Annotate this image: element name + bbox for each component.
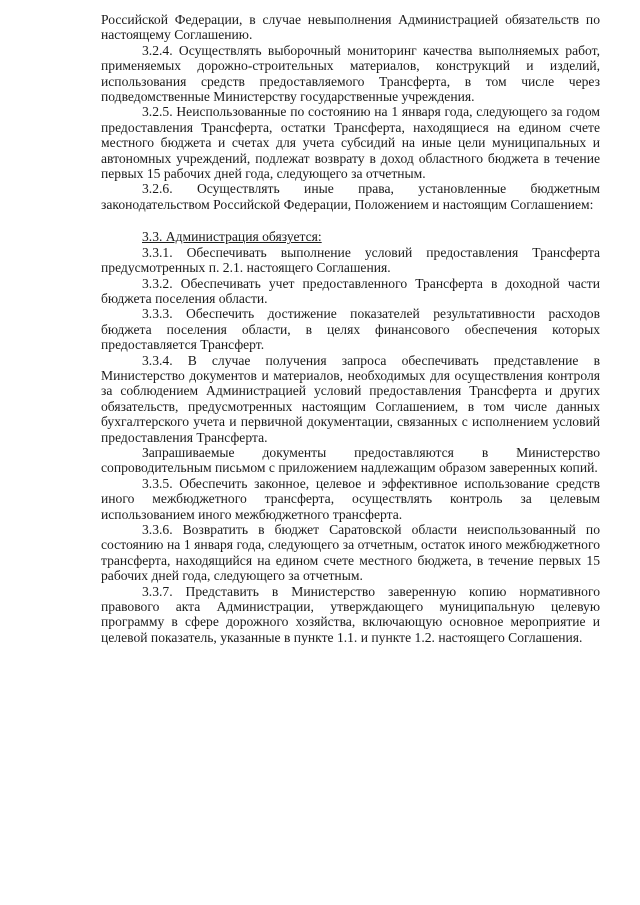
paragraph-3-2-5: 3.2.5. Неиспользованные по состоянию на 1 января года, следующего за годом предоставления Трансферта, остатки Трансферта, находящиеся на едином счете местного бюджета и счетах для учета субсидий на иные цели муниципальных и автономных учреждений, подлежат возврату в доход областного бюджета в течение первых 15 рабочих дней года, следующего за отчетным. [101,104,600,182]
section-heading-3-3 [101,229,600,244]
paragraph-3-3-6: 3.3.6. Возвратить в бюджет Саратовской области неиспользованный по состоянию на 1 января года, следующего за отчетным, остаток иного межбюджетного трансферта, находящийся на едином счете местного бюджета, в течение первых 15 рабочих дней года, следующего за отчетным. [101,522,600,584]
paragraph-3-3-5: 3.3.5. Обеспечить законное, целевое и эффективное использование средств иного межбюджетного трансферта, осуществлять контроль за целевым использованием иного межбюджетного трансферта. [101,475,600,522]
paragraph-requested-documents: Запрашиваемые документы предоставляются в Министерство сопроводительным письмом с приложением надлежащим образом заверенных копий. [101,444,600,476]
paragraph-3-3-2: 3.3.2. Обеспечивать учет предоставленного Трансферта в доходной части бюджета поселения области. [101,275,600,306]
section-heading-3-3-text: 3.3. Администрация обязуется: [142,229,322,245]
paragraph-3-3-7: 3.3.7. Представить в Министерство заверенную копию нормативного правового акта Администрации, утверждающего муниципальную целевую программу в сфере дорожного хозяйства, включающую основное мероприятие и целевой показатель, указанные в пункте 1.1. и пункте 1.2. настоящего Соглашения. [101,583,600,645]
paragraph-3-3-4: 3.3.4. В случае получения запроса обеспечивать представление в Министерство документов и материалов, необходимых для осуществления контроля за соблюдением Администрацией условий предоставления Трансферта и других обязательств, предусмотренных настоящим Соглашением, в том числе данных бухгалтерского учета и первичной документации, связанных с исполнением условий предоставления Трансферта. [101,352,600,445]
paragraph-3-3-3: 3.3.3. Обеспечить достижение показателей результативности расходов бюджета поселения области, в целях финансового обеспечения которых предоставляется Трансферт. [101,306,600,353]
paragraph-3-2-6: 3.2.6. Осуществлять иные права, установленные бюджетным законодательством Российской Федерации, Положением и настоящим Соглашением: [101,181,600,212]
document-page [101,12,600,645]
paragraph-3-2-4: 3.2.4. Осуществлять выборочный мониторинг качества выполняемых работ, применяемых дорожно-строительных материалов, конструкций и изделий, использования средств предоставляемого Трансферта, в том числе через подведомственные Министерству государственные учреждения. [101,42,600,105]
paragraph-continuation: Российской Федерации, в случае невыполнения Администрацией обязательств по настоящему Соглашению. [101,12,600,43]
paragraph-3-3-1: 3.3.1. Обеспечивать выполнение условий предоставления Трансферта предусмотренных п. 2.1. настоящего Соглашения. [101,244,600,276]
